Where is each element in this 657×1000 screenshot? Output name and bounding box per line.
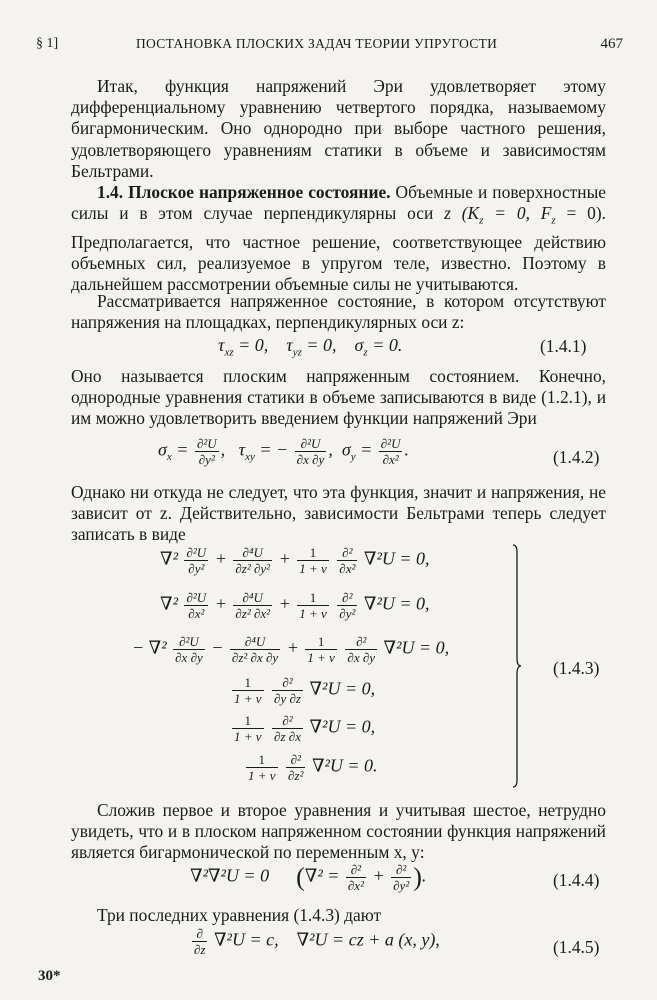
beltrami-eq-3: − ∇² $\frac{\text{∂²U}}{\partial x \partial y}$ − $\frac{\text{∂⁴U}}{\text{∂z² ∂x ∂y}}$ + $\frac{1}{1 + \nu}$ $\frac{\text{∂²}}{\partial x \partial y}$ ∇²U = 0, bbox=[132, 634, 450, 665]
equation-1-4-2: $\sigma_x$ = $\frac{\text{∂²U}}{\text{∂y²}}$ , $\tau_{xy}$ = − $\frac{\text{∂²U}}{\partial x \partial y}$ , $\sigma_y$ = $\frac{\text{∂²U}}{\text{∂x²}}$ . bbox=[158, 436, 409, 467]
page-number: 467 bbox=[600, 36, 623, 52]
equation-number: (1.4.3) bbox=[553, 658, 600, 678]
signature-mark: 30* bbox=[38, 968, 61, 984]
section-heading: 1.4. Плоское напряженное состояние. bbox=[97, 182, 391, 202]
right-brace bbox=[512, 544, 522, 788]
beltrami-eq-1: ∇² $\frac{\text{∂²U}}{\text{∂y²}}$ + $\frac{\text{∂⁴U}}{\text{∂z² ∂y²}}$ + $\frac{1}{1 + \nu}$ $\frac{\text{∂²}}{\text{∂x²}}$ ∇²U = 0, bbox=[160, 545, 430, 576]
beltrami-eq-2: ∇² $\frac{\text{∂²U}}{\text{∂x²}}$ + $\frac{\text{∂⁴U}}{\text{∂z² ∂x²}}$ + $\frac{1}{1 + \nu}$ $\frac{\text{∂²}}{\text{∂y²}}$ ∇²U = 0, bbox=[160, 590, 430, 621]
paragraph-2: 1.4. Плоское напряженное состояние. Объемные и поверхностные силы и в этом случае перпендикулярны оси z ($K_z = 0$, $F_z = 0$). Предполагается, что частное решение, соответствующее действию объемных сил, реализуемое в упругом теле, известно. Поэтому в дальнейшем рассмотрении объемные силы не учитываются. bbox=[71, 182, 606, 295]
equation-1-4-5: $\frac{\partial}{\partial z}$ ∇²U = c, ∇²U = cz + a (x, y), bbox=[194, 926, 440, 957]
paragraph-5: Однако ни откуда не следует, что эта функция, значит и напряжения, не зависит от z. Действительно, зависимости Бельтрами теперь следует записать в виде bbox=[71, 482, 606, 545]
header-section: § 1] bbox=[36, 36, 59, 51]
equation-number: (1.4.1) bbox=[540, 336, 587, 356]
paragraph-1: Итак, функция напряжений Эри удовлетворяет этому дифференциальному уравнению четвертого порядка, называемому бигармоническим. Оно однородно при выборе частного решения, удовлетворяющего уравнениям статики в объеме и зависимостям Бельтрами. bbox=[71, 76, 606, 181]
header-title: ПОСТАНОВКА ПЛОСКИХ ЗАДАЧ ТЕОРИИ УПРУГОСТИ bbox=[136, 36, 498, 51]
paragraph-6: Сложив первое и второе уравнения и учитывая шестое, нетрудно увидеть, что и в плоском напряженном состоянии функция напряжений является бигармонической по переменным x, y: bbox=[71, 800, 606, 863]
running-header bbox=[36, 36, 623, 56]
equation-1-4-4: ∇²∇²U = 0 (∇² = $\frac{\text{∂²}}{\text{∂x²}}$ + $\frac{\text{∂²}}{\text{∂y²}}$ ). bbox=[190, 862, 427, 893]
beltrami-eq-5: $\frac{1}{1 + \nu}$ $\frac{\text{∂²}}{\partial z \partial x}$ ∇²U = 0, bbox=[234, 713, 376, 744]
paragraph-7: Три последних уравнения (1.4.3) дают bbox=[97, 905, 382, 925]
equation-number: (1.4.4) bbox=[553, 870, 600, 890]
paragraph-4: Оно называется плоским напряженным состоянием. Конечно, однородные уравнения статики в объеме записываются в виде (1.2.1), и им можно удовлетворить введением функции напряжений Эри bbox=[71, 366, 606, 429]
equation-1-4-1: $\tau_{xz} = 0$, $\tau_{yz} = 0$, $\sigma_z = 0$. bbox=[218, 335, 403, 359]
beltrami-eq-4: $\frac{1}{1 + \nu}$ $\frac{\text{∂²}}{\partial y \partial z}$ ∇²U = 0, bbox=[234, 675, 376, 706]
beltrami-eq-6: $\frac{1}{1 + \nu}$ $\frac{\text{∂²}}{\text{∂z²}}$ ∇²U = 0. bbox=[248, 752, 378, 783]
equation-number: (1.4.5) bbox=[553, 937, 600, 957]
paragraph-3: Рассматривается напряженное состояние, в котором отсутствуют напряжения на площадках, перпендикулярных оси z: bbox=[71, 291, 606, 333]
equation-number: (1.4.2) bbox=[553, 447, 600, 467]
